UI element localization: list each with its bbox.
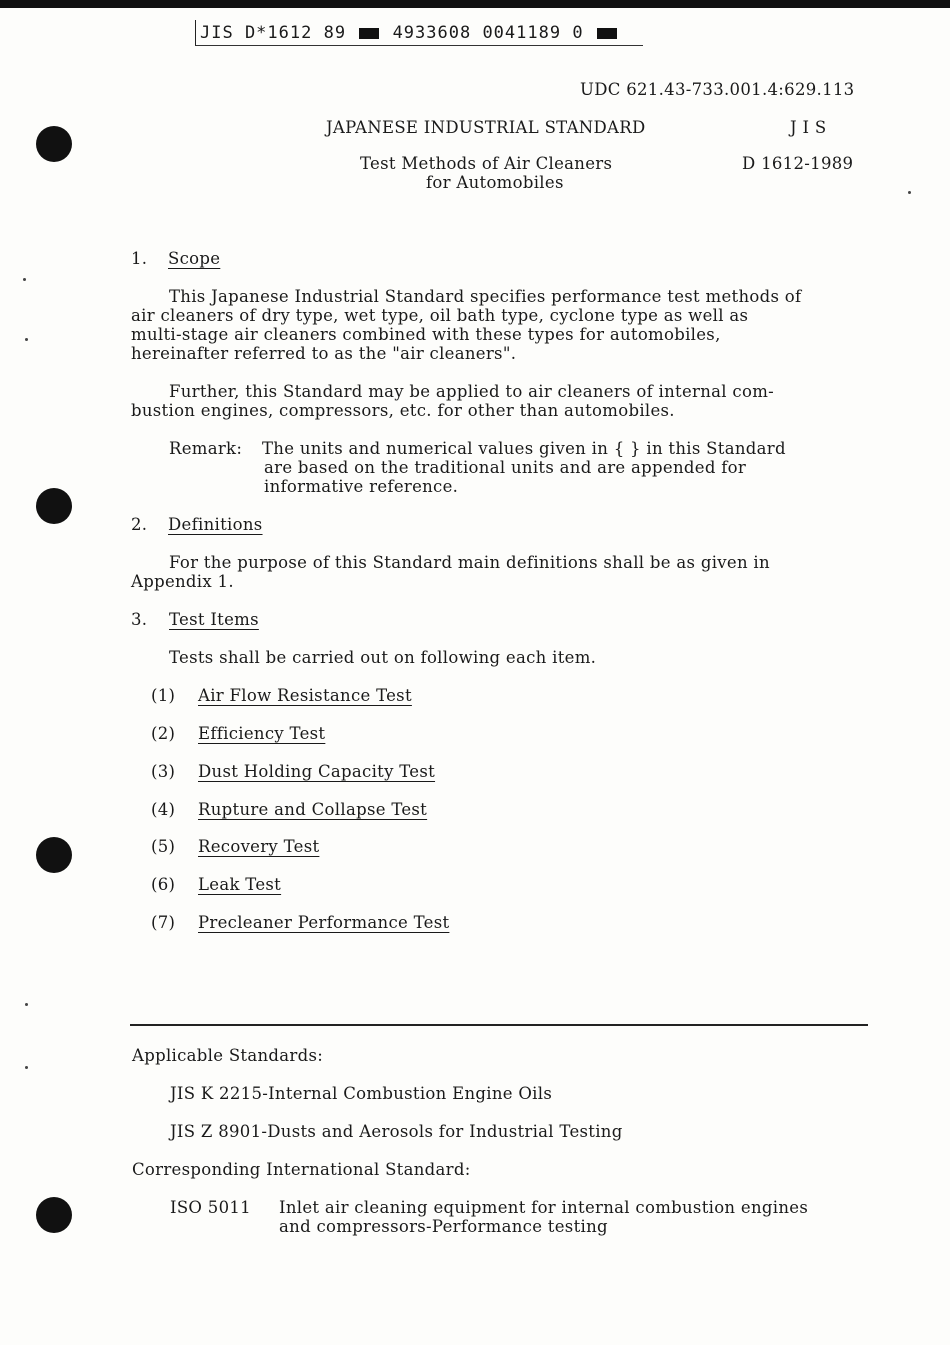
remark-label: Remark: — [169, 439, 243, 458]
paragraph-line: multi-stage air cleaners combined with these types for automobiles, — [131, 325, 721, 344]
paragraph-line: For the purpose of this Standard main definitions shall be as given in — [169, 553, 770, 572]
list-item-label: Leak Test — [198, 875, 282, 894]
footnote-divider — [130, 1024, 868, 1026]
paragraph-line: Further, this Standard may be applied to air cleaners of internal com- — [169, 382, 775, 401]
applicable-standard: JIS K 2215-Internal Combustion Engine Oils — [170, 1084, 553, 1103]
list-item-number: (4) — [151, 800, 176, 819]
applicable-heading: Applicable Standards: — [132, 1046, 324, 1065]
scan-speck — [23, 278, 26, 281]
punch-hole — [36, 126, 72, 162]
list-item-number: (2) — [151, 724, 176, 743]
list-item-label: Dust Holding Capacity Test — [198, 762, 436, 781]
list-item-number: (7) — [151, 913, 176, 932]
list-item-number: (3) — [151, 762, 176, 781]
scan-top-edge — [0, 0, 950, 8]
scan-speck — [25, 1003, 28, 1006]
scan-speck — [908, 191, 911, 194]
remark-line: are based on the traditional units and are appended for — [264, 458, 747, 477]
standard-title: JAPANESE INDUSTRIAL STANDARD — [326, 118, 646, 137]
section-number: 2. — [131, 515, 148, 534]
list-item-label: Efficiency Test — [198, 724, 326, 743]
punch-hole — [36, 488, 72, 524]
test-items-intro: Tests shall be carried out on following each item. — [169, 648, 597, 667]
section-number: 1. — [131, 249, 148, 268]
paragraph-line: This Japanese Industrial Standard specifies performance test methods of — [169, 287, 802, 306]
section-number: 3. — [131, 610, 148, 629]
doc-number: D 1612-1989 — [742, 154, 854, 173]
remark-line: The units and numerical values given in { } in this Standard — [262, 439, 786, 458]
section-heading-scope: Scope — [168, 249, 221, 268]
jis-mark: J I S — [790, 118, 827, 137]
punch-hole — [36, 1197, 72, 1233]
iso-code: ISO 5011 — [170, 1198, 251, 1217]
list-item-number: (6) — [151, 875, 176, 894]
section-heading-test-items: Test Items — [169, 610, 259, 629]
iso-title-line: Inlet air cleaning equipment for internal combustion engines — [279, 1198, 809, 1217]
redaction-block — [359, 28, 379, 39]
remark-line: informative reference. — [264, 477, 459, 496]
list-item-label: Precleaner Performance Test — [198, 913, 450, 932]
paragraph-line: air cleaners of dry type, wet type, oil bath type, cyclone type as well as — [131, 306, 749, 325]
paragraph-line: hereinafter referred to as the "air cleaners". — [131, 344, 517, 363]
header-code-part1: JIS D*1612 89 — [200, 23, 347, 43]
section-heading-definitions: Definitions — [168, 515, 263, 534]
list-item-number: (5) — [151, 837, 176, 856]
scan-speck — [25, 338, 28, 341]
punch-hole — [36, 837, 72, 873]
udc-code: UDC 621.43-733.001.4:629.113 — [580, 80, 855, 99]
header-code-box — [195, 20, 643, 46]
paragraph-line: Appendix 1. — [131, 572, 234, 591]
list-item-label: Recovery Test — [198, 837, 320, 856]
scan-speck — [25, 1066, 28, 1069]
doc-title-line2: for Automobiles — [426, 173, 564, 192]
iso-title-line: and compressors-Performance testing — [279, 1217, 608, 1236]
list-item-number: (1) — [151, 686, 176, 705]
doc-title-line1: Test Methods of Air Cleaners — [360, 154, 613, 173]
list-item-label: Rupture and Collapse Test — [198, 800, 428, 819]
paragraph-line: bustion engines, compressors, etc. for other than automobiles. — [131, 401, 675, 420]
international-heading: Corresponding International Standard: — [132, 1160, 471, 1179]
header-code-part2: 4933608 0041189 0 — [392, 23, 584, 43]
list-item-label: Air Flow Resistance Test — [198, 686, 412, 705]
applicable-standard: JIS Z 8901-Dusts and Aerosols for Industrial Testing — [170, 1122, 623, 1141]
redaction-block — [597, 28, 617, 39]
